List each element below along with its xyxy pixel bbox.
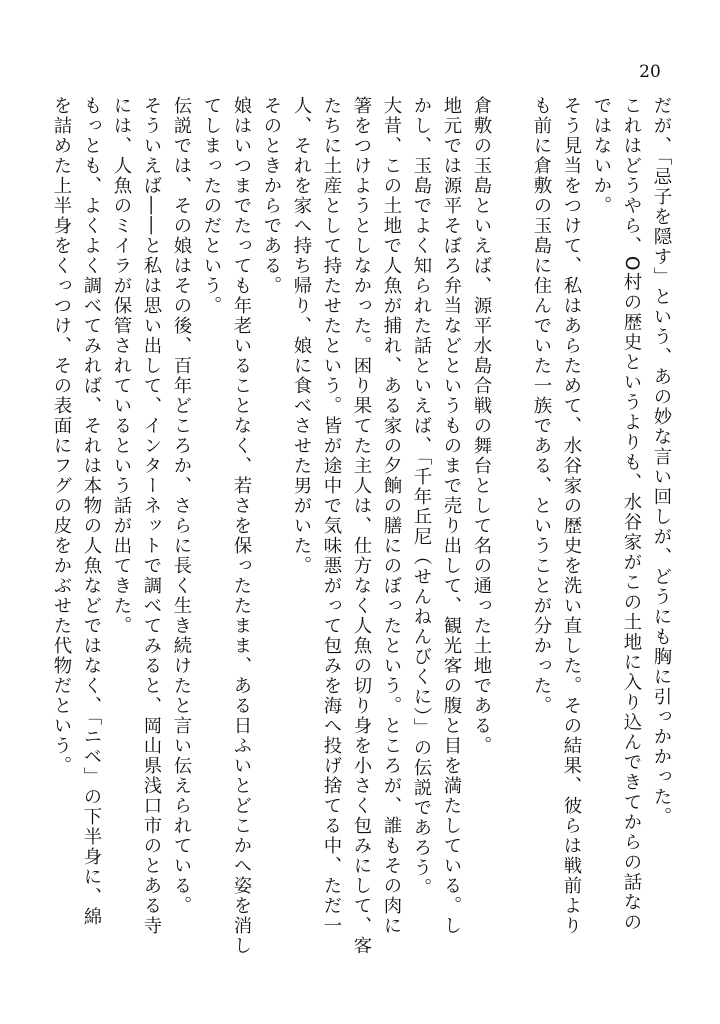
text-line: も前に倉敷の玉島に住んでいた一族である、ということが分かった。 xyxy=(531,96,552,716)
text-line: もっとも、よくよく調べてみれば、それは本物の人魚などではなく、「ニベ」の下半身に、綿 xyxy=(81,96,102,927)
text-line: を詰めた上半身をくっつけ、その表面にフグの皮をかぶせた代物だという。 xyxy=(51,96,72,776)
body-text xyxy=(46,96,676,976)
page-number: 20 xyxy=(639,62,661,82)
text-line: たちに土産として持たせたという。皆が途中で気味悪がって包みを海へ投げ捨てる中、ただ一 xyxy=(321,96,342,936)
text-line: 人、それを家へ持ち帰り、娘に食べさせた男がいた。 xyxy=(291,96,312,576)
text-line: ではないか。 xyxy=(591,96,612,216)
text-line: そういえば――と私は思い出して、インターネットで調べてみると、岡山県浅口市のとある寺 xyxy=(141,96,162,936)
text-line: てしまったのだという。 xyxy=(201,96,222,316)
text-line: 箸をつけようとしなかった。困り果てた主人は、仕方なく人魚の切り身を小さく包みにして、客 xyxy=(351,96,372,956)
text-line: 伝説では、その娘はその後、百年どころか、さらに長く生き続けたと言い伝えられている。 xyxy=(171,96,192,916)
text-line: かし、玉島でよく知られた話といえば、「千年丘尼（せんねんびくに）」の伝説であろう。 xyxy=(411,96,432,898)
text-line: 娘はいつまでたっても年老いることなく、若さを保ったたまま、ある日ふいとどこかへ姿を消し xyxy=(231,96,252,956)
text-line: だが、「忌子を隠す」という、あの妙な言い回しが、どうにも胸に引っかかった。 xyxy=(651,96,672,827)
text-line: 大昔、この土地で人魚が捕れ、ある家の夕餉の膳にのぼったという。ところが、誰もその肉に xyxy=(381,96,402,936)
text-line: には、人魚のミイラが保管されているという話が出てきた。 xyxy=(111,96,132,636)
text-line: これはどうやら、O村の歴史というよりも、水谷家がこの土地に入り込んできてからの話なの xyxy=(621,96,642,933)
text-line: 地元では源平そぼろ弁当などというものまで売り出して、観光客の腹と目を満たしている。し xyxy=(441,96,462,936)
text-line: そのときからである。 xyxy=(261,96,282,296)
text-line: そう見当をつけて、私はあらためて、水谷家の歴史を洗い直した。その結果、彼らは戦前より xyxy=(561,96,582,936)
paragraph-gap xyxy=(496,96,526,976)
text-line: 倉敷の玉島といえば、源平水島合戦の舞台として名の通った土地である。 xyxy=(471,96,492,756)
